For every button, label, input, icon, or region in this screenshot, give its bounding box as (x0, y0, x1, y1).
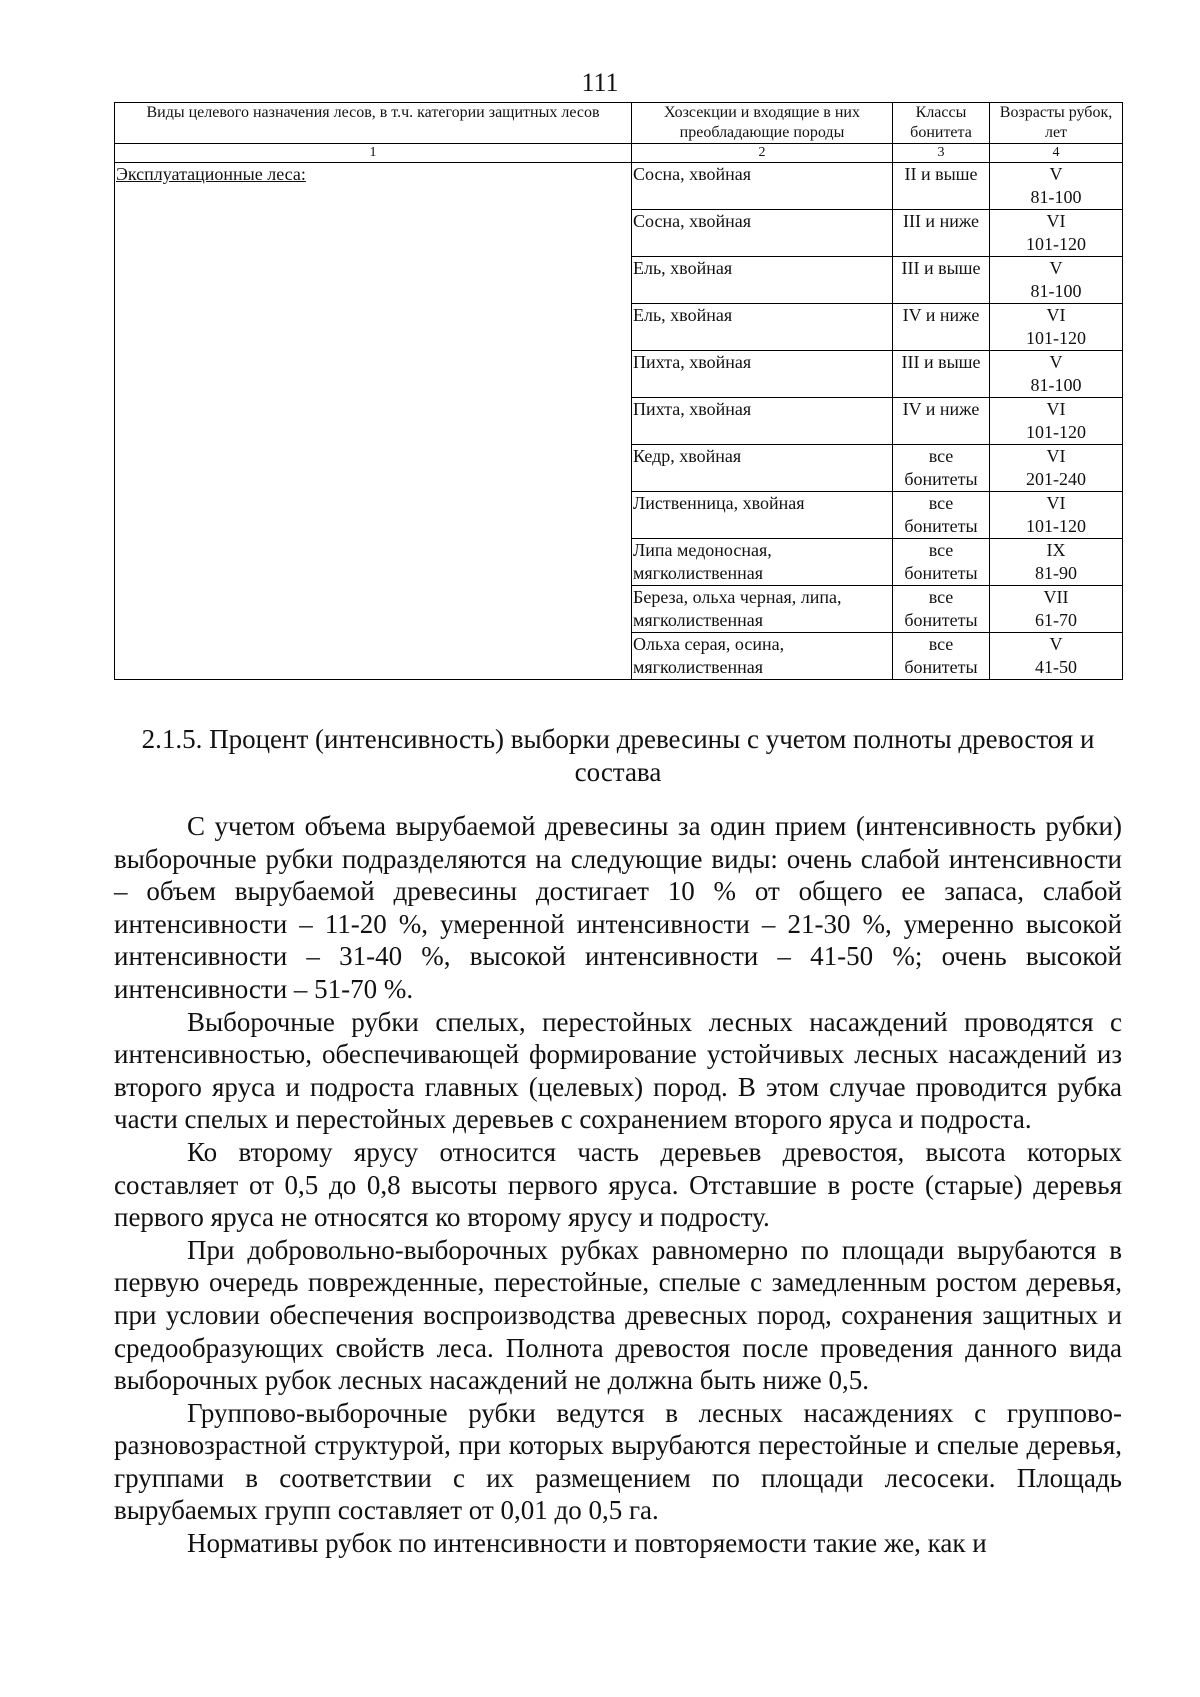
table-row (115, 163, 1123, 210)
age-cell: V 81-100 (990, 351, 1123, 398)
section-heading: 2.1.5. Процент (интенсивность) выборки древесины с учетом полноты древостоя и состава (141, 724, 1095, 787)
paragraph: Нормативы рубок по интенсивности и повторяемости такие же, как и (187, 1528, 987, 1559)
species-cell: Ель, хвойная (632, 304, 893, 351)
age-cell: VI 101-120 (990, 210, 1123, 257)
species-cell: Ель, хвойная (632, 257, 893, 304)
age-cell: VI 101-120 (990, 492, 1123, 539)
age-cell: VI 201-240 (990, 445, 1123, 492)
bonitet-cell: II и выше (893, 163, 990, 210)
paragraph: Выборочные рубки спелых, перестойных лесных насаждений проводятся с интенсивностью, обеспечивающей формирование устойчивых лесных насаждений из второго яруса и подроста главных (целевых) пород. В этом случае проводится рубка части спелых и перестойных деревьев с сохранением второго яруса и подроста. (114, 1006, 1122, 1135)
column-number: 3 (893, 144, 990, 163)
bonitet-cell: IV и ниже (893, 398, 990, 445)
bonitet-cell: все бонитеты (893, 586, 990, 633)
header-forest-purpose: Виды целевого назначения лесов, в т.ч. категории защитных лесов (115, 103, 632, 144)
bonitet-cell: III и выше (893, 257, 990, 304)
column-number: 4 (990, 144, 1123, 163)
column-number: 1 (115, 144, 632, 163)
header-species: Хозсекции и входящие в них преобладающие породы (632, 103, 893, 144)
age-cell: V 81-100 (990, 257, 1123, 304)
age-cell: V 41-50 (990, 633, 1123, 680)
bonitet-cell: IV и ниже (893, 304, 990, 351)
age-cell: V 81-100 (990, 163, 1123, 210)
bonitet-cell: все бонитеты (893, 633, 990, 680)
bonitet-cell: все бонитеты (893, 445, 990, 492)
species-cell: Пихта, хвойная (632, 351, 893, 398)
category-label: Эксплуатационные леса: (116, 164, 306, 184)
species-cell: Лиственница, хвойная (632, 492, 893, 539)
paragraph: При добровольно-выборочных рубках равномерно по площади вырубаются в первую очередь поврежденные, перестойные, спелые с замедленным ростом деревья, при условии обеспечения воспроизводства древесных пород, сохранения защитных и средообразующих свойств леса. Полнота древостоя после проведения данного вида выборочных рубок лесных насаждений не должна быть ниже 0,5. (114, 1234, 1122, 1396)
species-cell: Береза, ольха черная, липа, мягколиственная (632, 586, 893, 633)
column-number: 2 (632, 144, 893, 163)
cutting-age-table (114, 102, 1123, 680)
page-number: 111 (581, 68, 619, 97)
body-text (114, 810, 1122, 1560)
age-cell: VII 61-70 (990, 586, 1123, 633)
paragraph: С учетом объема вырубаемой древесины за один прием (интенсивность рубки) выборочные рубки подразделяются на следующие виды: очень слабой интенсивности – объем вырубаемой древесины достигает 10 % от общего ее запаса, слабой интенсивности – 11-20 %, умеренной интенсивности – 21-30 %, умеренно высокой интенсивности – 31-40 %, высокой интенсивности – 41-50 %; очень высокой интенсивности – 51-70 %. (114, 811, 1122, 1004)
age-cell: IX 81-90 (990, 539, 1123, 586)
species-cell: Липа медоносная, мягколиственная (632, 539, 893, 586)
bonitet-cell: III и ниже (893, 210, 990, 257)
age-cell: VI 101-120 (990, 304, 1123, 351)
species-cell: Кедр, хвойная (632, 445, 893, 492)
paragraph: Ко второму ярусу относится часть деревьев древостоя, высота которых составляет от 0,5 до 0,8 высоты первого яруса. Отставшие в росте (старые) деревья первого яруса не относятся ко второму ярусу и подросту. (114, 1136, 1122, 1233)
table-header-row (115, 103, 1123, 144)
species-cell: Сосна, хвойная (632, 210, 893, 257)
bonitet-cell: все бонитеты (893, 539, 990, 586)
species-cell: Ольха серая, осина, мягколиственная (632, 633, 893, 680)
species-cell: Пихта, хвойная (632, 398, 893, 445)
category-cell (115, 163, 632, 680)
age-cell: VI 101-120 (990, 398, 1123, 445)
column-number-row (115, 144, 1123, 163)
species-cell: Сосна, хвойная (632, 163, 893, 210)
bonitet-cell: все бонитеты (893, 492, 990, 539)
paragraph: Группово-выборочные рубки ведутся в лесных насаждениях с группово-разновозрастной структурой, при которых вырубаются перестойные и спелые деревья, группами в соответствии с их размещением по площади лесосеки. Площадь вырубаемых групп составляет от 0,01 до 0,5 га. (114, 1397, 1122, 1526)
bonitet-cell: III и выше (893, 351, 990, 398)
header-cutting-age: Возрасты рубок, лет (990, 103, 1123, 144)
header-bonitet: Классы бонитета (893, 103, 990, 144)
